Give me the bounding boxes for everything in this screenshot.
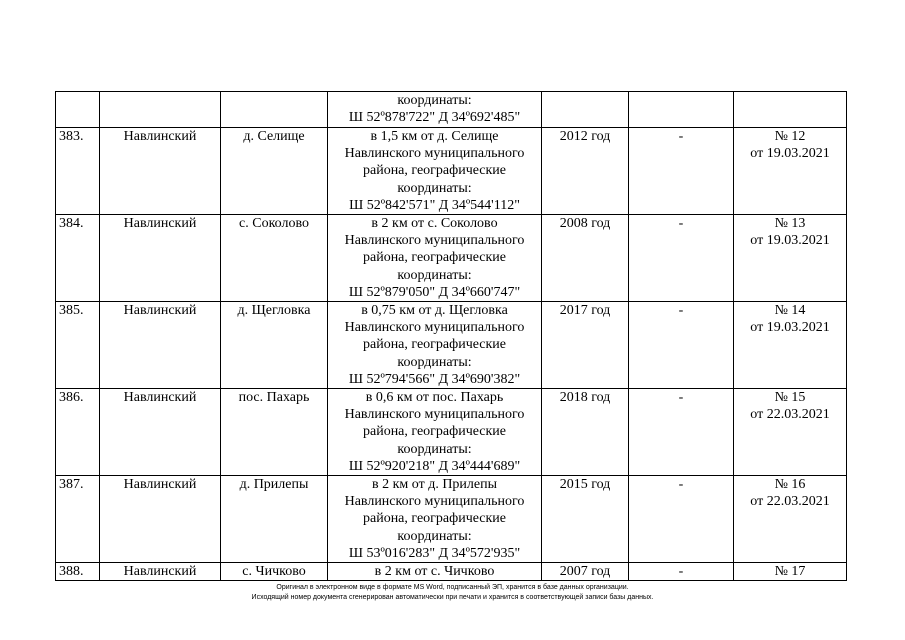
district-text: Навлинский — [123, 477, 197, 493]
dash-text: - — [678, 390, 684, 406]
year-text: 2017 год — [559, 303, 611, 319]
row-number-cell — [56, 563, 100, 581]
document-cell — [734, 215, 847, 302]
dash-text: - — [678, 129, 684, 144]
table-row — [56, 389, 847, 476]
year-text: 2018 год — [559, 390, 611, 406]
cell-line: Навлинского муниципального — [344, 233, 525, 249]
settlement-text: д. Селище — [243, 129, 305, 144]
cell-line: координаты: — [397, 180, 472, 196]
dash-text: - — [678, 564, 684, 580]
year-cell — [542, 128, 629, 215]
cell-line: в 1,5 км от д. Селище — [370, 129, 499, 144]
document-cell — [734, 563, 847, 581]
location-cell — [328, 215, 542, 302]
cell-line: Ш 52º920'218" Д 34º444'689" — [348, 458, 521, 474]
year-cell — [542, 92, 629, 128]
settlement-cell — [221, 476, 328, 563]
year-cell — [542, 215, 629, 302]
settlement-text: с. Чичково — [242, 564, 306, 580]
cell-line: от 22.03.2021 — [750, 494, 830, 510]
settlement-cell — [221, 563, 328, 581]
row-number-cell — [56, 215, 100, 302]
row-number-cell — [56, 302, 100, 389]
row-number-text: 387. — [59, 477, 84, 493]
row-number-text: 386. — [59, 390, 84, 406]
table-row — [56, 302, 847, 389]
district-text: Навлинский — [123, 216, 197, 232]
cell-line: района, географические — [362, 250, 507, 266]
cell-line: Ш 52º794'566" Д 34º690'382" — [348, 371, 521, 387]
cell-line: Навлинского муниципального — [344, 407, 525, 423]
location-cell — [328, 92, 542, 128]
dash-cell — [629, 476, 734, 563]
location-cell — [328, 389, 542, 476]
cell-line: координаты: — [397, 528, 472, 544]
district-cell — [100, 302, 221, 389]
cell-line: координаты: — [397, 267, 472, 283]
year-cell — [542, 302, 629, 389]
settlement-cell — [221, 389, 328, 476]
cell-line: от 19.03.2021 — [750, 320, 830, 336]
district-text: Навлинский — [123, 303, 197, 319]
document-cell — [734, 128, 847, 215]
cell-line: от 22.03.2021 — [750, 407, 830, 423]
year-cell — [542, 476, 629, 563]
location-cell — [328, 563, 542, 581]
settlement-text: д. Щегловка — [237, 303, 311, 319]
footer-note-original: Оригинал в электронном виде в формате MS Word, подписанный ЭП, хранится в базе данных организации. — [276, 584, 629, 591]
cell-line: Навлинского муниципального — [344, 320, 525, 336]
row-number-text: 385. — [59, 303, 84, 319]
row-number-cell — [56, 389, 100, 476]
registry-table — [55, 91, 847, 581]
dash-text: - — [678, 216, 684, 232]
cell-line: № 12 — [774, 129, 806, 144]
cell-line: района, географические — [362, 424, 507, 440]
cell-line: координаты: — [397, 354, 472, 370]
cell-line: Навлинского муниципального — [344, 146, 525, 162]
cell-line: от 19.03.2021 — [750, 146, 830, 162]
cell-line: в 2 км от д. Прилепы — [371, 477, 498, 493]
footer-note-number: Исходящий номер документа сгенерирован автоматически при печати и хранится в соответствующей записи базы данных. — [251, 594, 654, 601]
cell-line: в 0,75 км от д. Щегловка — [361, 303, 508, 319]
document-cell — [734, 476, 847, 563]
dash-cell — [629, 302, 734, 389]
year-cell — [542, 389, 629, 476]
district-cell — [100, 389, 221, 476]
cell-line: района, географические — [362, 511, 507, 527]
cell-line: № 13 — [774, 216, 806, 232]
dash-text: - — [678, 303, 684, 319]
table-row — [56, 563, 847, 581]
cell-line: района, географические — [362, 337, 507, 353]
year-text: 2008 год — [559, 216, 611, 232]
settlement-cell — [221, 92, 328, 128]
table-row — [56, 92, 847, 128]
cell-line: № 15 — [774, 390, 806, 406]
settlement-cell — [221, 302, 328, 389]
dash-cell — [629, 128, 734, 215]
row-number-text: 384. — [59, 216, 84, 232]
dash-cell — [629, 215, 734, 302]
cell-line: района, географические — [362, 163, 507, 179]
district-text: Навлинский — [123, 564, 197, 580]
district-cell — [100, 128, 221, 215]
district-cell — [100, 92, 221, 128]
document-cell — [734, 92, 847, 128]
table-row — [56, 476, 847, 563]
row-number-cell — [56, 92, 100, 128]
settlement-text: с. Соколово — [239, 216, 309, 232]
location-cell — [328, 302, 542, 389]
district-cell — [100, 215, 221, 302]
cell-line: координаты: — [397, 441, 472, 457]
cell-line: в 0,6 км от пос. Пахарь — [365, 390, 504, 406]
document-cell — [734, 389, 847, 476]
location-cell — [328, 128, 542, 215]
dash-cell — [629, 92, 734, 128]
cell-line: в 2 км от с. Чичково — [374, 564, 495, 580]
row-number-cell — [56, 128, 100, 215]
district-text: Навлинский — [123, 129, 197, 144]
dash-cell — [629, 563, 734, 581]
dash-text: - — [678, 477, 684, 493]
cell-line: от 19.03.2021 — [750, 233, 830, 249]
table-row — [56, 215, 847, 302]
cell-line: № 14 — [774, 303, 806, 319]
location-cell — [328, 476, 542, 563]
dash-cell — [629, 389, 734, 476]
settlement-cell — [221, 215, 328, 302]
settlement-cell — [221, 128, 328, 215]
year-text: 2015 год — [559, 477, 611, 493]
district-text: Навлинский — [123, 390, 197, 406]
row-number-cell — [56, 476, 100, 563]
year-text: 2012 год — [559, 129, 611, 144]
cell-line: № 16 — [774, 477, 806, 493]
settlement-text: пос. Пахарь — [238, 390, 310, 406]
registry-table-body — [56, 92, 847, 581]
year-text: 2007 год — [559, 564, 611, 580]
table-row — [56, 128, 847, 215]
row-number-text: 383. — [59, 129, 84, 144]
cell-line: в 2 км от с. Соколово — [371, 216, 498, 232]
settlement-text: д. Прилепы — [239, 477, 309, 493]
cell-line: координаты: — [397, 93, 472, 108]
cell-line: Ш 52º878'722" Д 34º692'485" — [348, 110, 521, 126]
row-number-text: 388. — [59, 564, 84, 580]
year-cell — [542, 563, 629, 581]
district-cell — [100, 563, 221, 581]
cell-line: Ш 53º016'283" Д 34º572'935" — [348, 545, 521, 561]
cell-line: Ш 52º842'571" Д 34º544'112" — [349, 197, 520, 213]
document-cell — [734, 302, 847, 389]
cell-line: № 17 — [774, 564, 806, 580]
cell-line: Ш 52º879'050" Д 34º660'747" — [348, 284, 521, 300]
cell-line: Навлинского муниципального — [344, 494, 525, 510]
district-cell — [100, 476, 221, 563]
